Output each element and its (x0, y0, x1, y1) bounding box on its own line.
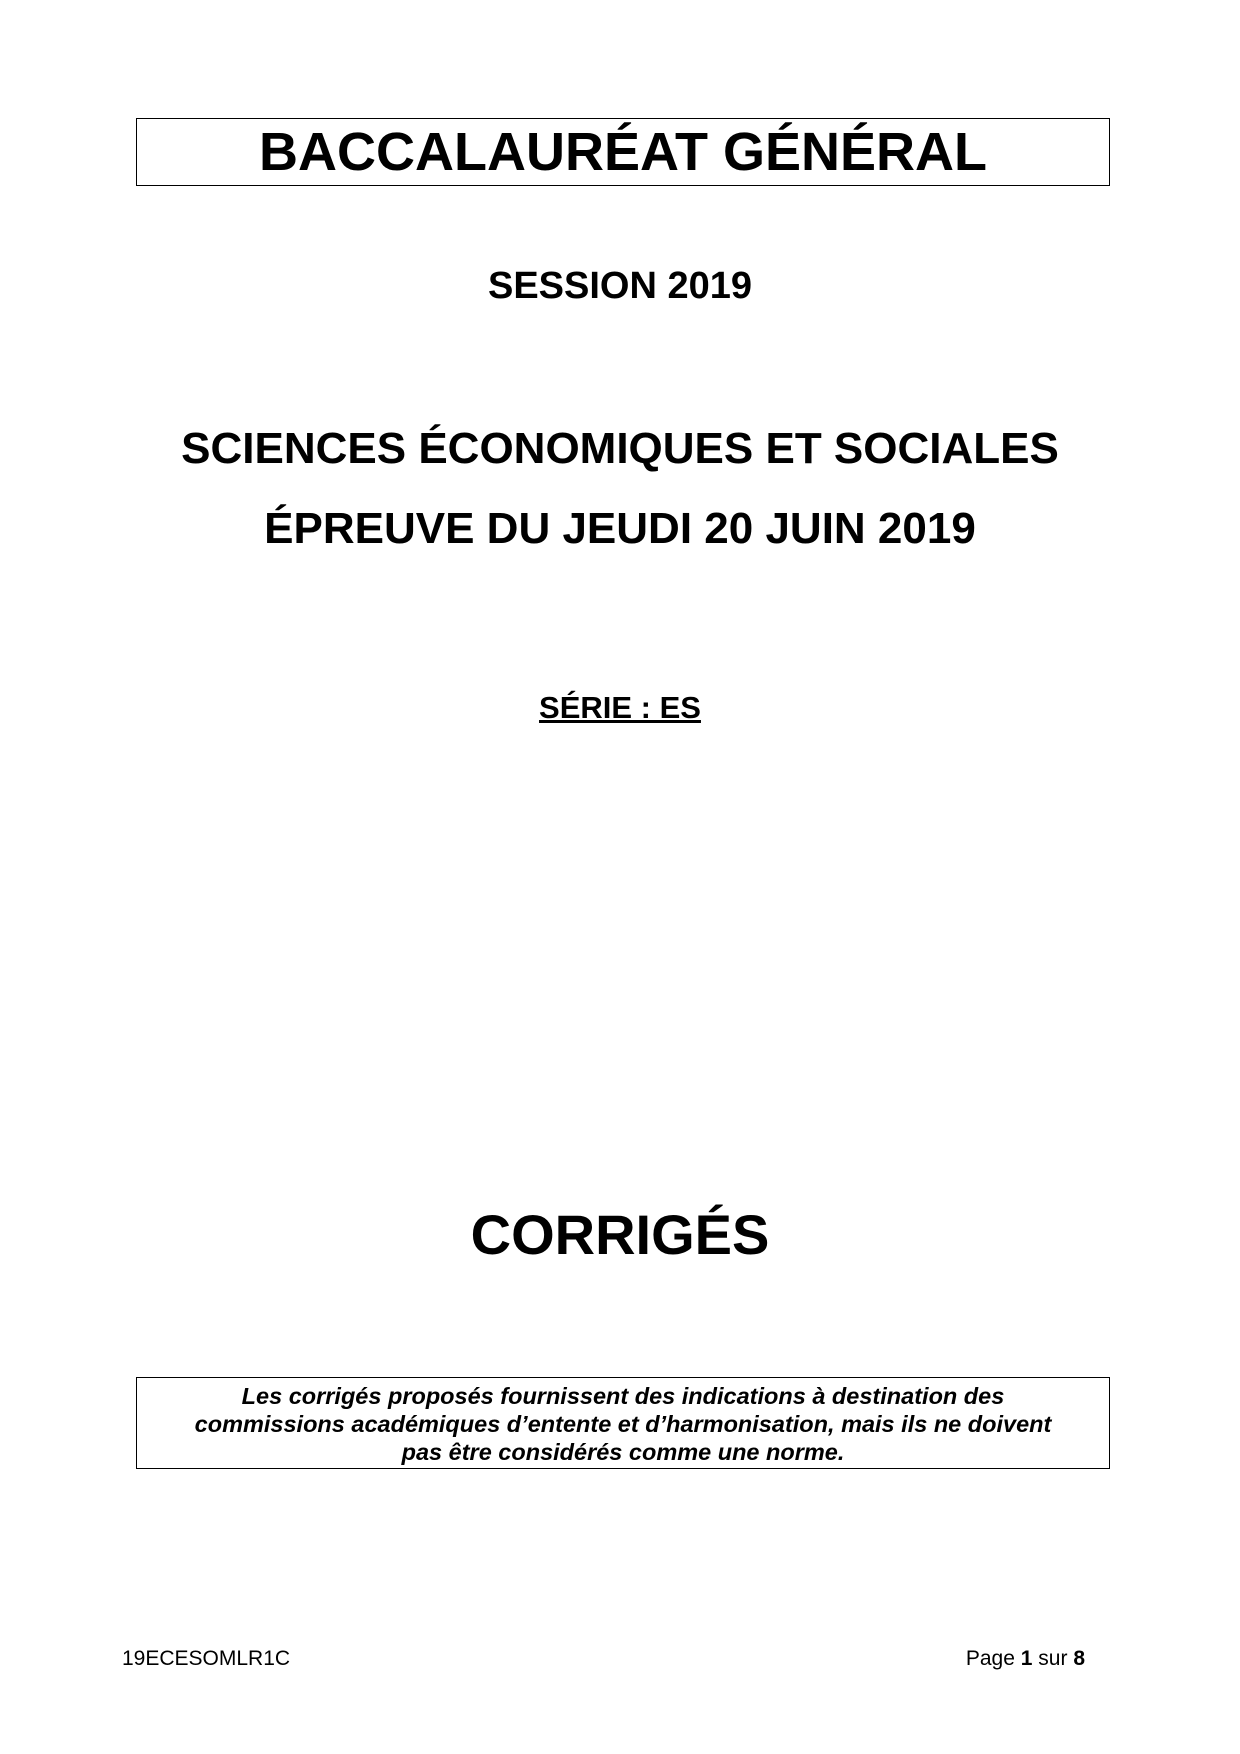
serie-line (0, 688, 1240, 728)
page-separator: sur (1038, 1647, 1068, 1670)
serie-label: SÉRIE : ES (539, 690, 701, 725)
subject-title: SCIENCES ÉCONOMIQUES ET SOCIALES (181, 424, 1059, 473)
session-label: SESSION 2019 (487, 265, 753, 307)
document-title: BACCALAURÉAT GÉNÉRAL (259, 122, 987, 182)
disclaimer-box (136, 1377, 1110, 1469)
disclaimer-line: pas être considérés comme une norme. (401, 1439, 845, 1465)
exam-date: ÉPREUVE DU JEUDI 20 JUIN 2019 (264, 504, 976, 553)
disclaimer-line: commissions académiques d’entente et d’harmonisation, mais ils ne doivent (194, 1411, 1052, 1437)
page-total: 8 (1073, 1647, 1085, 1670)
title-box (136, 118, 1110, 186)
corriges-heading: CORRIGÉS (470, 1203, 770, 1266)
disclaimer-line: Les corrigés proposés fournissent des indications à destination des (241, 1383, 1005, 1409)
page-prefix: Page (965, 1647, 1015, 1670)
page-current: 1 (1020, 1647, 1033, 1670)
page-number (966, 1646, 1085, 1672)
document-code: 19ECESOMLR1C (122, 1647, 291, 1670)
